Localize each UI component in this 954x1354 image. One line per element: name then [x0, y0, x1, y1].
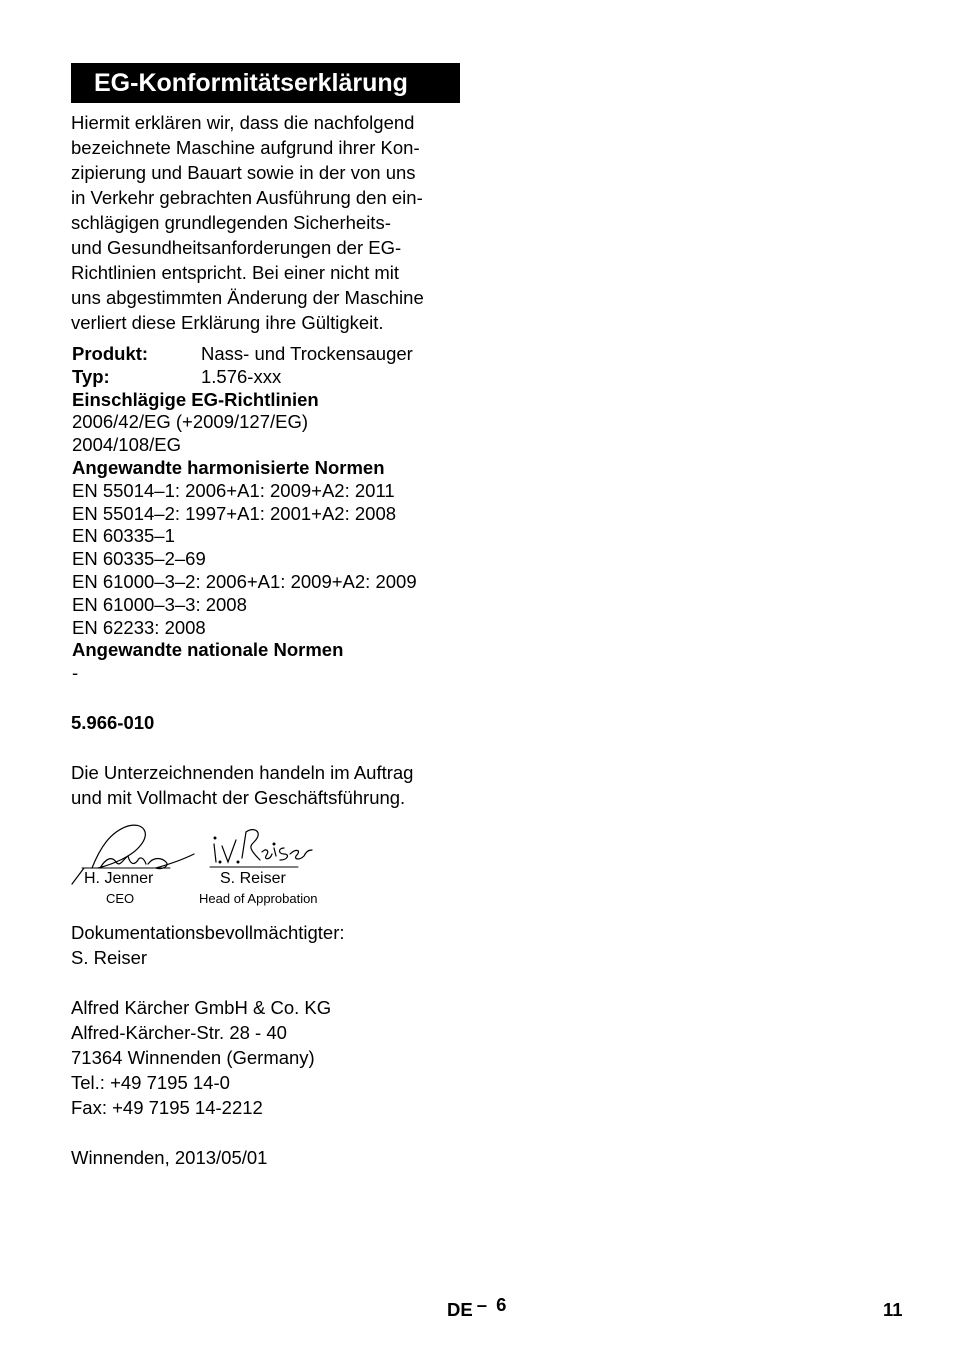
national-standards-heading: Angewandte nationale Normen: [72, 639, 344, 661]
intro-line: schlägigen grundlegenden Sicherheits-: [71, 212, 391, 233]
documentation-line: S. Reiser: [71, 947, 148, 968]
intro-line: bezeichnete Maschine aufgrund ihrer Kon-: [71, 137, 420, 158]
product-row: [72, 343, 472, 366]
footer-language-page: [447, 1294, 507, 1323]
product-label: Produkt:: [72, 343, 149, 364]
address-line: 71364 Winnenden (Germany): [71, 1047, 315, 1068]
specification-list: [72, 343, 472, 685]
footer-sub-page: 6: [496, 1294, 507, 1315]
standard-item: EN 55014–1: 2006+A1: 2009+A2: 2011: [72, 479, 395, 501]
intro-line: in Verkehr gebrachten Ausführung den ein-: [71, 187, 423, 208]
footer-dash: –: [476, 1294, 487, 1315]
standard-item: EN 61000–3–3: 2008: [72, 593, 247, 615]
national-standards-value: -: [72, 662, 79, 684]
type-row: [72, 366, 472, 389]
signatory-role-reiser: Head of Approbation: [199, 891, 318, 906]
documentation-representative: [71, 920, 345, 970]
intro-line: Hiermit erklären wir, dass die nachfolgend: [71, 112, 415, 133]
standard-item: EN 55014–2: 1997+A1: 2001+A2: 2008: [72, 502, 397, 524]
footer-language: DE: [447, 1299, 473, 1320]
intro-line: uns abgestimmten Änderung der Maschine: [71, 287, 424, 308]
place-date: [71, 1145, 267, 1170]
type-value: 1.576-xxx: [201, 365, 282, 387]
standard-item: EN 60335–1: [72, 525, 175, 547]
signatory-role-jenner: CEO: [106, 891, 135, 906]
directive-item: 2006/42/EG (+2009/127/EG): [72, 411, 309, 433]
signatory-name-jenner: H. Jenner: [84, 870, 154, 887]
place-date-text: Winnenden, 2013/05/01: [71, 1147, 268, 1168]
intro-paragraph: [71, 110, 463, 335]
signatory-name-reiser: S. Reiser: [220, 870, 286, 887]
directive-item: 2004/108/EG: [72, 434, 182, 456]
footer-page-number: 11: [883, 1299, 903, 1320]
intro-line: zipierung und Bauart sowie in der von uns: [71, 162, 416, 183]
statement-line: Die Unterzeichnenden handeln im Auftrag: [71, 762, 414, 783]
signatory-statement: [71, 760, 413, 810]
signature-reiser: [210, 830, 312, 867]
directives-heading: Einschlägige EG-Richtlinien: [72, 388, 319, 410]
address-line: Alfred-Kärcher-Str. 28 - 40: [71, 1022, 287, 1043]
company-address: [71, 995, 331, 1120]
page-title: EG-Konformitätserklärung: [71, 63, 460, 103]
address-line: Fax: +49 7195 14-2212: [71, 1097, 263, 1118]
standard-item: EN 60335–2–69: [72, 548, 206, 570]
harmonised-standards-heading: Angewandte harmonisierte Normen: [72, 456, 385, 478]
standard-item: EN 62233: 2008: [72, 616, 206, 638]
address-line: Alfred Kärcher GmbH & Co. KG: [71, 997, 332, 1018]
intro-line: und Gesundheitsanforderungen der EG-: [71, 237, 402, 258]
intro-line: Richtlinien entspricht. Bei einer nicht mit: [71, 262, 400, 283]
statement-line: und mit Vollmacht der Geschäftsführung.: [71, 787, 406, 808]
product-value: Nass- und Trockensauger: [201, 343, 413, 364]
document-number: 5.966-010: [71, 712, 155, 733]
standard-item: EN 61000–3–2: 2006+A1: 2009+A2: 2009: [72, 570, 417, 592]
type-label: Typ:: [72, 365, 110, 387]
address-line: Tel.: +49 7195 14-0: [71, 1072, 230, 1093]
documentation-line: Dokumentationsbevollmächtigter:: [71, 922, 345, 943]
intro-line: verliert diese Erklärung ihre Gültigkeit.: [71, 312, 384, 333]
